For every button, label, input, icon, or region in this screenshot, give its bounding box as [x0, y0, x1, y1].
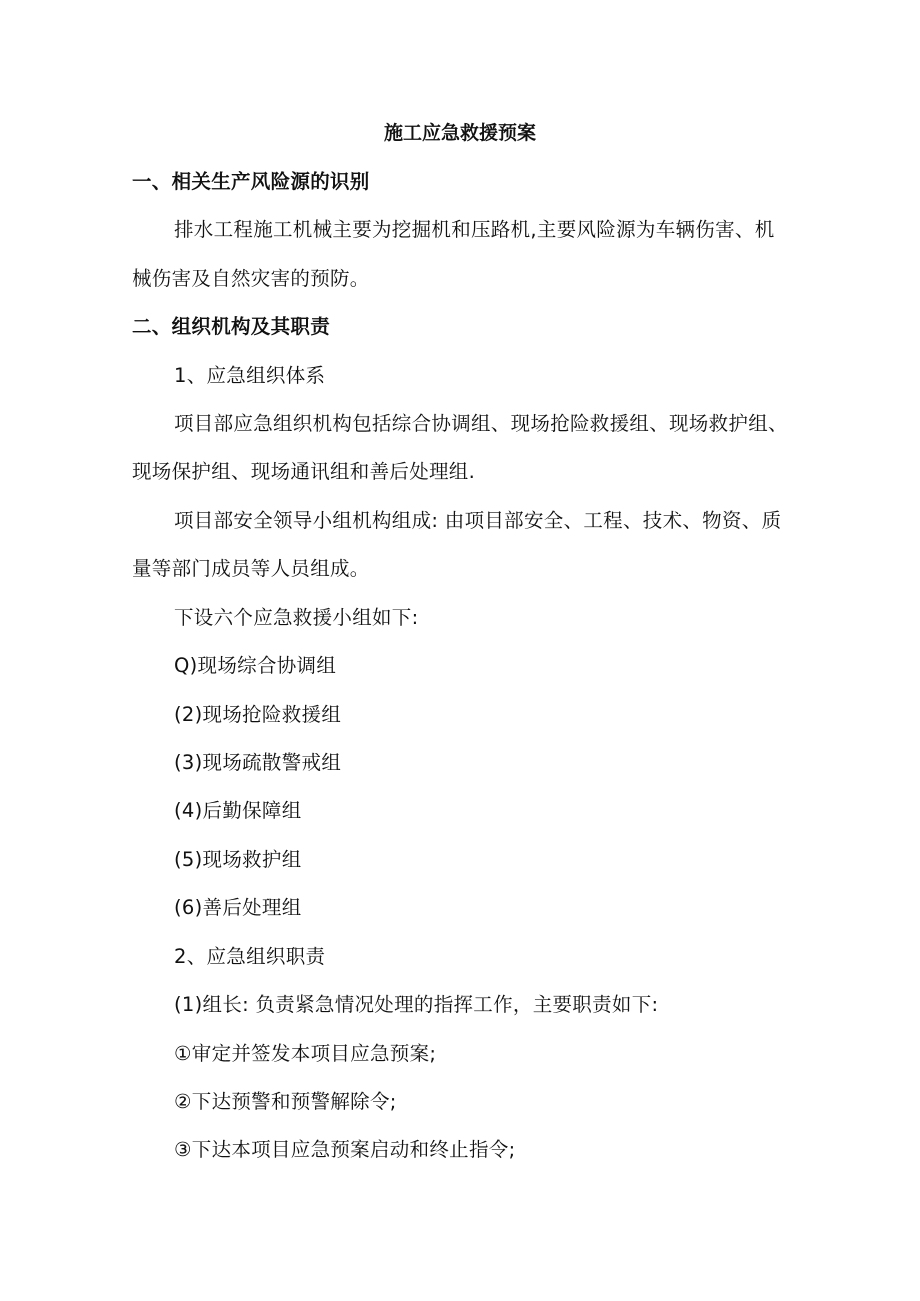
document-title: 施工应急救援预案: [383, 122, 536, 144]
leadership-paragraph-line-1: 项目部安全领导小组机构组成: 由项目部安全、工程、技术、物资、质: [174, 509, 782, 532]
group-item: (6)善后处理组: [174, 896, 302, 919]
section-1-heading: 一、相关生产风险源的识别: [132, 170, 370, 193]
leader-duties-intro: (1)组长: 负责紧急情况处理的指挥工作，主要职责如下:: [174, 993, 659, 1016]
duty-item: ③下达本项目应急预案启动和终止指令;: [174, 1138, 516, 1161]
group-item: (4)后勤保障组: [174, 799, 302, 822]
groups-intro: 下设六个应急救援小组如下:: [174, 606, 419, 629]
section-1-paragraph-line-1: 排水工程施工机械主要为挖掘机和压路机,主要风险源为车辆伤害、机: [174, 218, 775, 241]
group-item: (2)现场抢险救援组: [174, 703, 342, 726]
group-item: (3)现场疏散警戒组: [174, 751, 342, 774]
group-item: (5)现场救护组: [174, 848, 302, 871]
org-paragraph-line-1: 项目部应急组织机构包括综合协调组、现场抢险救援组、现场救护组、: [174, 412, 788, 435]
duty-item: ②下达预警和预警解除令;: [174, 1090, 397, 1113]
group-item: Q)现场综合协调组: [174, 654, 337, 677]
org-paragraph-line-2: 现场保护组、现场通讯组和善后处理组.: [132, 460, 476, 483]
leadership-paragraph-line-2: 量等部门成员等人员组成。: [132, 557, 370, 580]
section-2-heading: 二、组织机构及其职责: [132, 315, 331, 338]
subsection-2-heading: 2、应急组织职责: [174, 945, 326, 968]
section-1-paragraph-line-2: 械伤害及自然灾害的预防。: [132, 267, 370, 290]
subsection-1-heading: 1、应急组织体系: [174, 364, 326, 387]
duty-item: ①审定并签发本项目应急预案;: [174, 1042, 437, 1065]
